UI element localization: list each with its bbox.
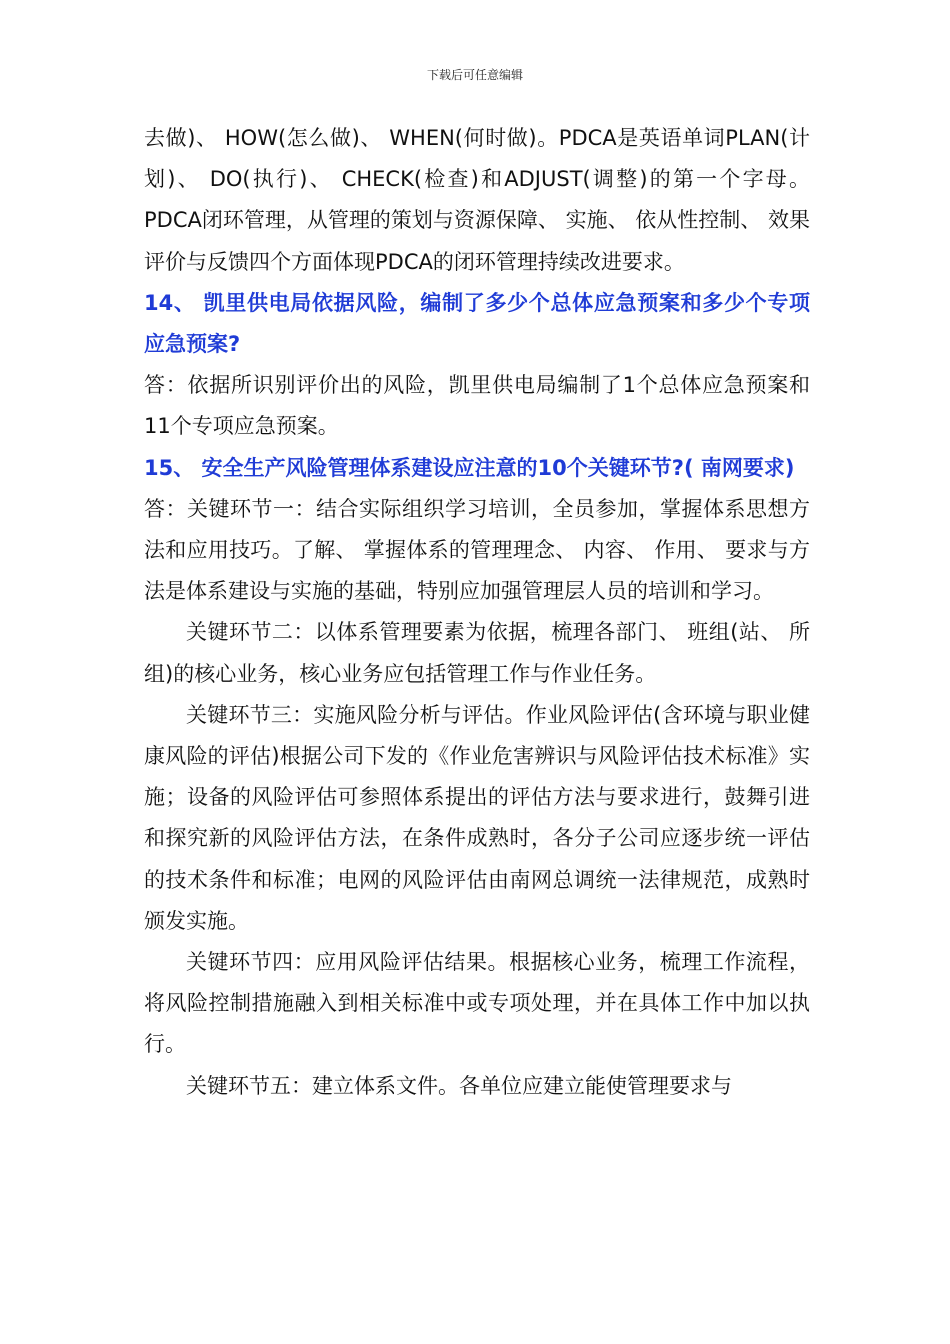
key-link-3: 关键环节三：实施风险分析与评估。作业风险评估(含环境与职业健康风险的评估)根据公司下发的《作业危害辨识与风险评估技术标准》实施；设备的风险评估可参照体系提出的评估方法与要求进行，鼓舞引进和探究新的风险评估方法，在条件成熟时，各分子公司应逐步统一评估的技术条件和标准；电网的风险评估由南网总调统一法律规范，成熟时颁发实施。 bbox=[144, 702, 810, 933]
key-link-5: 关键环节五：建立体系文件。各单位应建立能使管理要求与 bbox=[186, 1073, 732, 1098]
question-14: 14、 凯里供电局依据风险，编制了多少个总体应急预案和多少个专项应急预案? bbox=[144, 290, 810, 357]
document-body bbox=[144, 118, 810, 1107]
paragraph-pdca-explanation: 去做)、 HOW(怎么做)、 WHEN(何时做)。PDCA是英语单词PLAN(计划)、 DO(执行)、 CHECK(检查)和ADJUST(调整)的第一个字母。PDCA闭环管理，从管理的策划与资源保障、 实施、 依从性控制、 效果评价与反馈四个方面体现PDCA的闭环管理持续改进要求。 bbox=[144, 126, 810, 274]
key-link-4: 关键环节四：应用风险评估结果。根据核心业务，梳理工作流程，将风险控制措施融入到相关标准中或专项处理，并在具体工作中加以执行。 bbox=[144, 950, 810, 1057]
answer-14: 答：依据所识别评价出的风险，凯里供电局编制了1个总体应急预案和11个专项应急预案。 bbox=[144, 373, 810, 439]
page-header: 下载后可任意编辑 bbox=[426, 68, 523, 82]
answer-15-key-link-1: 答：关键环节一：结合实际组织学习培训，全员参加，掌握体系思想方法和应用技巧。了解、 掌握体系的管理理念、 内容、 作用、 要求与方法是体系建设与实施的基础，特别应加强管理层人员的培训和学习。 bbox=[144, 496, 810, 604]
key-link-2: 关键环节二：以体系管理要素为依据，梳理各部门、 班组(站、 所组)的核心业务，核心业务应包括管理工作与作业任务。 bbox=[144, 620, 810, 686]
question-15: 15、 安全生产风险管理体系建设应注意的10个关键环节?( 南网要求) bbox=[144, 455, 795, 480]
